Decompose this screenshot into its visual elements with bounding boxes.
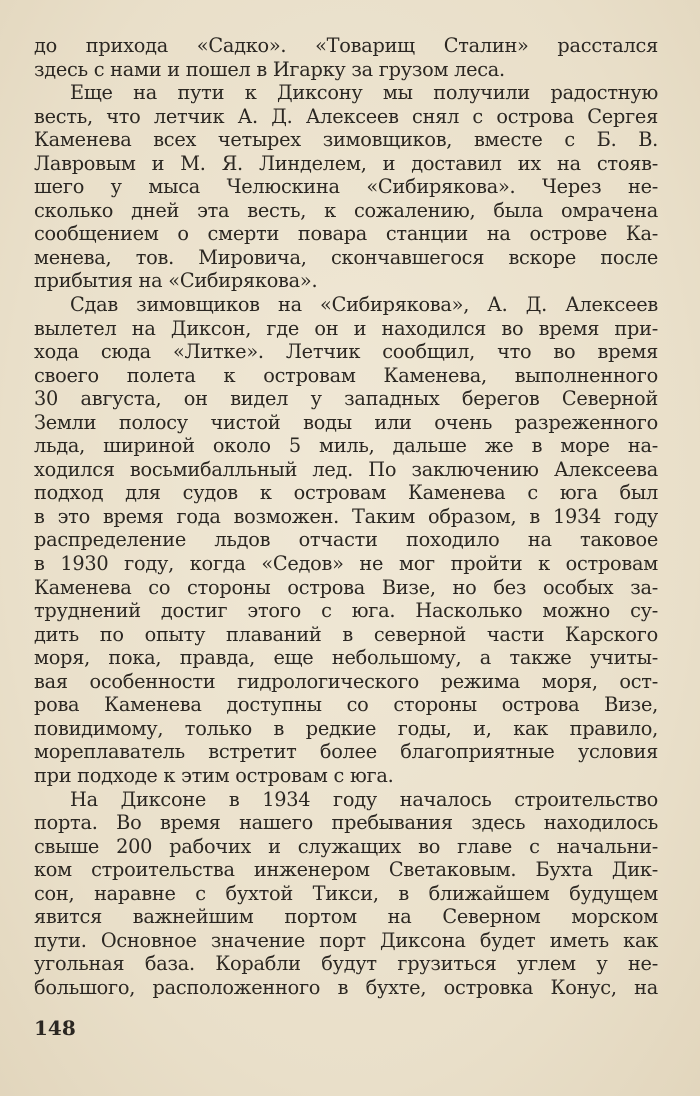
- text-line: Еще на пути к Диксону мы получили радостную: [70, 81, 658, 105]
- text-line: в 1930 году, когда «Седов» не мог пройти к островам: [34, 552, 658, 576]
- text-line: пути. Основное значение порт Диксона будет иметь как: [34, 928, 658, 952]
- text-line: Земли полосу чистой воды или очень разреженного: [34, 410, 658, 434]
- text-line: хода сюда «Литке». Летчик сообщил, что во время: [34, 340, 658, 364]
- text-line: льда, шириной около 5 миль, дальше же в море на-: [34, 434, 658, 458]
- text-line: прибытия на «Сибирякова».: [34, 269, 318, 293]
- text-line: Каменева со стороны острова Визе, но без особых за-: [34, 575, 658, 599]
- text-line: распределение льдов отчасти походило на таковое: [34, 528, 658, 552]
- text-line: угольная база. Корабли будут грузиться углем у не-: [34, 952, 658, 976]
- page-number: 148: [34, 1016, 76, 1040]
- text-line: мореплаватель встретит более благоприятные условия: [34, 740, 658, 764]
- text-line: вылетел на Диксон, где он и находился во время при-: [34, 316, 658, 340]
- text-line: в это время года возможен. Таким образом, в 1934 году: [34, 504, 658, 528]
- text-line: до прихода «Садко». «Товарищ Сталин» расстался: [34, 34, 658, 57]
- text-line: труднений достиг этого с юга. Насколько можно су-: [34, 599, 658, 623]
- text-line: Лавровым и М. Я. Линделем, и доставил их на стояв-: [34, 151, 658, 175]
- text-line: явится важнейшим портом на Северном морском: [34, 905, 658, 929]
- text-line: при подходе к этим островам с юга.: [34, 763, 394, 787]
- text-line: дить по опыту плаваний в северной части Карского: [34, 622, 658, 646]
- text-line: Каменева всех четырех зимовщиков, вместе с Б. В.: [34, 128, 658, 152]
- text-line: моря, пока, правда, еще небольшому, а также учиты-: [34, 646, 658, 670]
- text-line: весть, что летчик А. Д. Алексеев снял с острова Сергея: [34, 104, 658, 128]
- text-line: сон, наравне с бухтой Тикси, в ближайшем будущем: [34, 881, 658, 905]
- text-line: На Диксоне в 1934 году началось строительство: [70, 787, 658, 811]
- text-line: своего полета к островам Каменева, выполненного: [34, 363, 658, 387]
- text-line: повидимому, только в редкие годы, и, как правило,: [34, 716, 658, 740]
- text-line: менева, тов. Мировича, скончавшегося вскоре после: [34, 245, 658, 269]
- text-line: большого, расположенного в бухте, островка Конус, на: [34, 975, 658, 999]
- text-line: порта. Во время нашего пребывания здесь находилось: [34, 811, 658, 835]
- text-line: вая особенности гидрологического режима моря, ост-: [34, 669, 658, 693]
- text-line: здесь с нами и пошел в Игарку за грузом леса.: [34, 57, 505, 81]
- text-line: ком строительства инженером Светаковым. Бухта Дик-: [34, 858, 658, 882]
- text-line: ходился восьмибалльный лед. По заключению Алексеева: [34, 457, 658, 481]
- text-line: подход для судов к островам Каменева с юга был: [34, 481, 658, 505]
- text-line: свыше 200 рабочих и служащих во главе с начальни-: [34, 834, 658, 858]
- body-text: [34, 34, 658, 999]
- text-line: рова Каменева доступны со стороны острова Визе,: [34, 693, 658, 717]
- text-line: сколько дней эта весть, к сожалению, была омрачена: [34, 198, 658, 222]
- text-line: шего у мыса Челюскина «Сибирякова». Через не-: [34, 175, 658, 199]
- text-line: 30 августа, он видел у западных берегов Северной: [34, 387, 658, 411]
- text-line: сообщением о смерти повара станции на острове Ка-: [34, 222, 658, 246]
- text-line: Сдав зимовщиков на «Сибирякова», А. Д. Алексеев: [70, 293, 658, 317]
